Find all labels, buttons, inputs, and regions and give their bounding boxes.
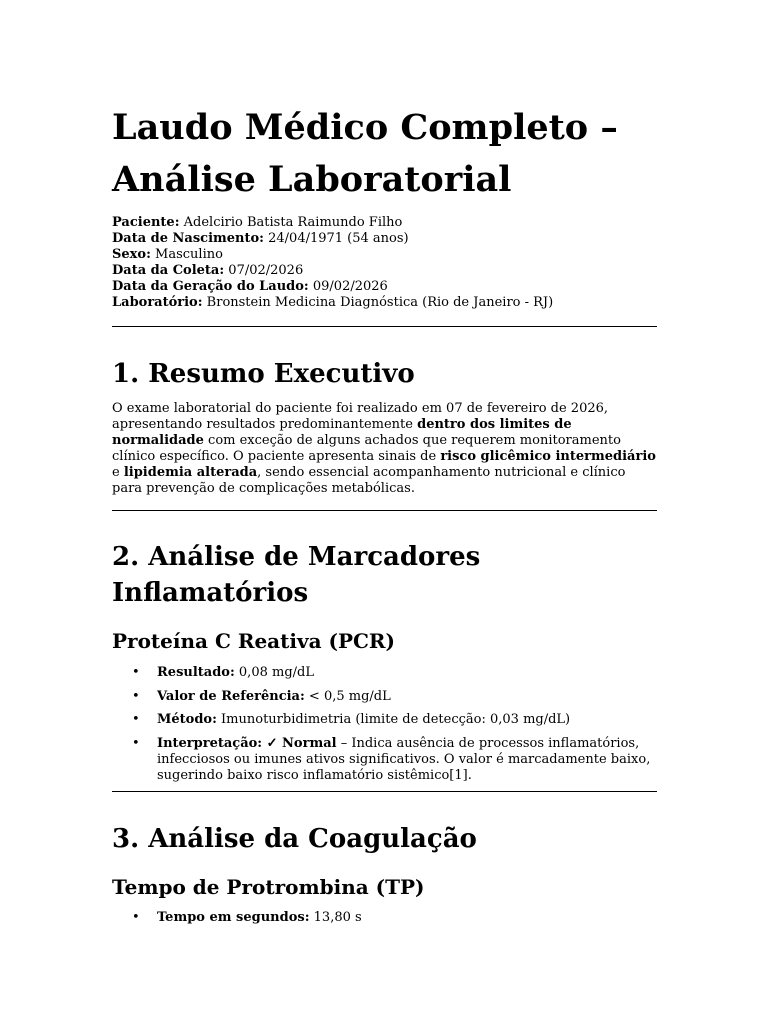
- section-heading-coagulation: 3. Análise da Coagulação: [112, 824, 477, 854]
- list-item: [112, 712, 657, 728]
- divider: [112, 510, 657, 511]
- section-heading-inflammatory: 2. Análise de Marcadores Inflamatórios: [112, 542, 481, 608]
- bullet-icon: •: [132, 665, 140, 680]
- item-label: Resultado:: [157, 665, 235, 680]
- patient-info: [112, 215, 657, 311]
- divider: [112, 791, 657, 792]
- item-label: Valor de Referência:: [157, 688, 305, 704]
- summary-emphasis: dentro dos limites de normalidade: [112, 417, 572, 448]
- birth-date-value: 24/04/1971 (54 anos): [268, 231, 409, 246]
- pcr-list: [112, 665, 657, 791]
- birth-date-row: [112, 231, 657, 247]
- section-heading-summary: 1. Resumo Executivo: [112, 359, 415, 389]
- item-label: Interpretação:: [157, 735, 263, 751]
- item-value: 13,80 s: [309, 910, 362, 925]
- item-value: < 0,5 mg/dL: [304, 688, 391, 704]
- item-label: Método:: [157, 712, 217, 727]
- bullet-icon: •: [132, 735, 140, 751]
- laboratory-value: Bronstein Medicina Diagnóstica (Rio de Janeiro - RJ): [206, 295, 554, 310]
- bullet-icon: •: [132, 712, 140, 727]
- item-value: Imunoturbidimetria (limite de detecção: 0,03 mg/dL): [216, 712, 571, 727]
- list-item: [112, 910, 657, 926]
- report-date-value: 09/02/2026: [312, 279, 388, 294]
- status-normal: ✓ Normal: [262, 735, 337, 751]
- list-item: [112, 736, 657, 784]
- patient-name-label: Paciente:: [112, 215, 180, 230]
- document-title: Laudo Médico Completo – Análise Laboratorial: [112, 107, 618, 200]
- collection-date-value: 07/02/2026: [228, 263, 304, 278]
- sex-value: Masculino: [155, 247, 223, 262]
- sex-label: Sexo:: [112, 247, 151, 262]
- collection-date-row: [112, 263, 657, 279]
- laboratory-row: [112, 295, 657, 311]
- laboratory-label: Laboratório:: [112, 295, 203, 310]
- item-value: – Indica ausência de processos inflamatórios, infecciosos ou imunes ativos significativos. O valor é marcadamente baixo, sugerindo baixo risco inflamatório sistêmico[1].: [157, 735, 651, 783]
- summary-paragraph: [112, 401, 657, 497]
- bullet-icon: •: [132, 910, 140, 925]
- subheading-tp: Tempo de Protrombina (TP): [112, 875, 425, 899]
- summary-text: , sendo essencial acompanhamento nutricional e clínico para prevenção de complicações metabólicas.: [112, 465, 626, 496]
- report-date-row: [112, 279, 657, 295]
- divider: [112, 326, 657, 327]
- collection-date-label: Data da Coleta:: [112, 263, 225, 278]
- summary-text: e: [112, 465, 124, 480]
- subheading-pcr: Proteína C Reativa (PCR): [112, 629, 396, 653]
- summary-emphasis: risco glicêmico intermediário: [440, 449, 656, 464]
- summary-text: O exame laboratorial do paciente foi realizado em 07 de fevereiro de 2026, apresentando resultados predominantemente: [112, 401, 609, 432]
- birth-date-label: Data de Nascimento:: [112, 231, 264, 246]
- list-item: [112, 689, 657, 705]
- item-value: 0,08 mg/dL: [234, 665, 314, 680]
- bullet-icon: •: [132, 688, 140, 704]
- report-date-label: Data da Geração do Laudo:: [112, 279, 309, 294]
- summary-emphasis: lipidemia alterada: [123, 465, 258, 480]
- list-item: [112, 665, 657, 681]
- patient-name-row: [112, 215, 657, 231]
- patient-name-value: Adelcirio Batista Raimundo Filho: [183, 215, 403, 230]
- tp-list: [112, 910, 657, 934]
- item-label: Tempo em segundos:: [157, 910, 310, 925]
- sex-row: [112, 247, 657, 263]
- summary-text: com exceção de alguns achados que requerem monitoramento clínico específico. O paciente apresenta sinais de: [112, 433, 621, 464]
